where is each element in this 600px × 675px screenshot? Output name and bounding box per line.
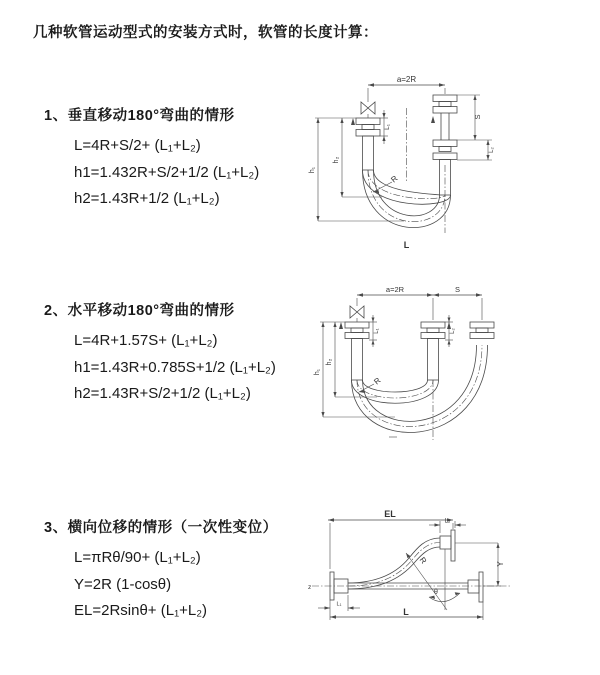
diagram-vertical-180-bend xyxy=(300,70,590,265)
dim-l1 xyxy=(369,315,380,347)
left-fitting xyxy=(356,118,380,170)
formula-h2: h2=1.43R+S/2+1/2 (L₁+L₂) xyxy=(74,385,251,402)
section-3-heading: 3、横向位移的情形（一次性变位） xyxy=(44,520,278,536)
label-el: EL xyxy=(384,509,396,519)
hose-u-bend-lower-position xyxy=(363,170,451,228)
formula-h2: h2=1.43R+1/2 (L₁+L₂) xyxy=(74,190,220,207)
dim-s xyxy=(457,95,492,140)
formula-L: L=πRθ/90+ (L₁+L₂) xyxy=(74,549,201,566)
valve-icon xyxy=(361,95,375,118)
label-h2: h₂ xyxy=(326,358,333,366)
label-l1: L₁ xyxy=(374,328,380,334)
dim-l1 xyxy=(318,595,360,611)
label-l2: L₂ xyxy=(450,328,456,334)
formula-L: L=4R+1.57S+ (L₁+L₂) xyxy=(74,332,218,349)
dim-l2 xyxy=(457,140,495,160)
dim-l2 xyxy=(445,315,456,347)
label-r: R xyxy=(417,555,429,566)
diagram-horizontal-180-bend xyxy=(300,280,590,465)
label-l: L xyxy=(403,607,409,617)
dim-y xyxy=(483,543,505,586)
upper-flange xyxy=(440,530,455,561)
section-lateral-displacement xyxy=(44,516,278,625)
middle-fitting xyxy=(421,322,445,380)
section-2-heading: 2、水平移动180°弯曲的情形 xyxy=(44,303,235,319)
right-fitting-moved xyxy=(470,322,494,339)
section-vertical-movement xyxy=(44,104,259,213)
braid-section xyxy=(440,160,451,196)
right-fitting-upper xyxy=(433,95,457,140)
label-l2: L₂ xyxy=(444,518,451,525)
motion-arrow-up xyxy=(339,322,343,329)
dim-a2r xyxy=(368,75,445,95)
braid-section xyxy=(352,339,363,381)
label-z: z xyxy=(308,584,312,591)
motion-arrow-up xyxy=(431,116,435,123)
label-l: L xyxy=(403,240,410,250)
label-s: S xyxy=(473,114,482,120)
formula-h1: h1=1.432R+S/2+1/2 (L₁+L₂) xyxy=(74,163,260,181)
label-h2: h₂ xyxy=(333,156,340,164)
dim-el xyxy=(328,509,453,569)
dim-l2 xyxy=(429,519,466,534)
label-y: Y xyxy=(496,561,505,567)
motion-arrow-up xyxy=(351,118,355,125)
label-s: S xyxy=(454,285,461,294)
dim-l1 xyxy=(380,110,391,144)
braid-section xyxy=(428,339,439,381)
formula-L: L=4R+S/2+ (L₁+L₂) xyxy=(74,137,201,154)
label-h1: h₁ xyxy=(309,166,316,174)
diagram-lateral-displacement xyxy=(305,505,590,660)
label-a2r: a=2R xyxy=(396,75,417,84)
dim-a2r xyxy=(357,285,482,297)
section-1-heading: 1、垂直移动180°弯曲的情形 xyxy=(44,108,235,124)
label-r: R xyxy=(389,173,400,185)
label-a2r: a=2R xyxy=(385,285,405,294)
formula-EL: EL=2Rsinθ+ (L₁+L₂) xyxy=(74,602,208,619)
page-title: 几种软管运动型式的安装方式时，软管的长度计算： xyxy=(33,25,378,41)
braid-section xyxy=(363,136,374,170)
label-l1: L₁ xyxy=(384,124,391,130)
valve-icon xyxy=(350,298,364,322)
label-l1: L₁ xyxy=(336,601,342,608)
dim-h1 xyxy=(309,118,404,221)
label-l2: L₂ xyxy=(489,147,495,153)
left-fitting xyxy=(345,322,369,380)
dim-l xyxy=(330,600,483,620)
label-theta: θ xyxy=(434,589,438,596)
formula-h1: h1=1.43R+0.785S+1/2 (L₁+L₂) xyxy=(74,358,276,376)
right-flange xyxy=(468,572,483,602)
label-h1: h₁ xyxy=(314,368,321,376)
section-horizontal-movement xyxy=(44,299,276,408)
formula-Y: Y=2R (1-cosθ) xyxy=(74,575,172,593)
label-r: R xyxy=(372,375,383,387)
